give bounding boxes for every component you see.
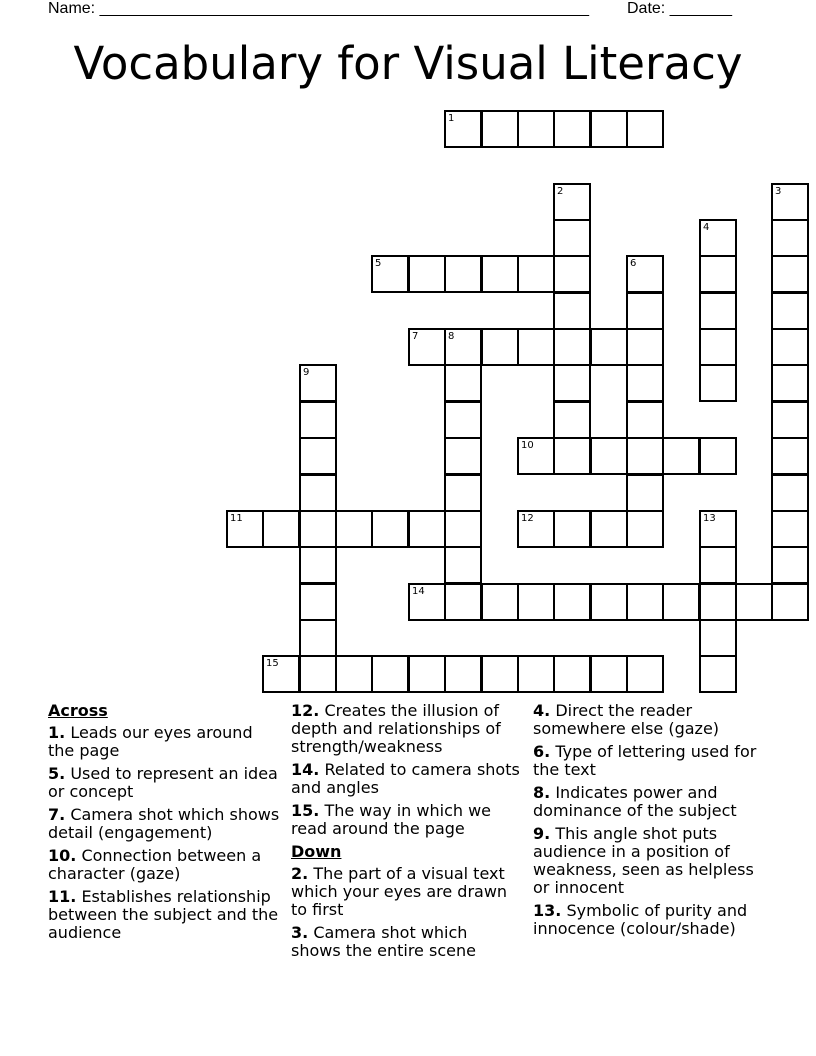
letter-input[interactable] — [410, 330, 444, 364]
grid-cell[interactable] — [590, 655, 628, 693]
letter-input[interactable] — [301, 621, 335, 655]
letter-input[interactable] — [555, 185, 589, 219]
letter-input[interactable] — [301, 585, 335, 619]
clue-across-1: 1. Leads our eyes around the page — [48, 723, 253, 760]
letter-input[interactable] — [410, 585, 444, 619]
grid-cell[interactable] — [626, 110, 664, 148]
letter-input[interactable] — [555, 221, 589, 255]
letter-input[interactable] — [555, 585, 589, 619]
grid-cell[interactable] — [481, 110, 519, 148]
letter-input[interactable] — [337, 512, 371, 546]
grid-cell[interactable] — [299, 474, 337, 512]
letter-input[interactable] — [446, 366, 480, 400]
grid-cell[interactable] — [444, 437, 482, 475]
grid-cell[interactable] — [553, 110, 591, 148]
clue-number: 13 — [703, 513, 716, 524]
grid-cell[interactable] — [553, 655, 591, 693]
grid-cell[interactable] — [662, 437, 700, 475]
letter-input[interactable] — [701, 512, 735, 546]
grid-cell[interactable] — [699, 364, 737, 402]
letter-input[interactable] — [628, 585, 662, 619]
letter-input[interactable] — [555, 112, 589, 146]
grid-cell[interactable] — [699, 219, 737, 257]
clue-number: 8 — [448, 331, 455, 342]
letter-input[interactable] — [773, 366, 807, 400]
grid-cell[interactable] — [481, 255, 519, 293]
grid-cell[interactable] — [517, 255, 555, 293]
clue-across-14: 14. Related to camera shots and angles — [291, 760, 520, 797]
letter-input[interactable] — [701, 257, 735, 291]
grid-cell[interactable] — [517, 110, 555, 148]
letter-input[interactable] — [228, 512, 262, 546]
grid-cell[interactable] — [371, 510, 409, 548]
letter-input[interactable] — [519, 439, 553, 473]
grid-cell[interactable] — [771, 546, 809, 584]
grid-cell[interactable] — [553, 401, 591, 439]
clue-number: 11 — [230, 513, 243, 524]
letter-input[interactable] — [410, 657, 444, 691]
clue-down-13: 13. Symbolic of purity and innocence (colour/shade) — [533, 901, 748, 938]
grid-cell[interactable] — [771, 364, 809, 402]
grid-cell[interactable] — [626, 401, 664, 439]
letter-input[interactable] — [519, 257, 553, 291]
clue-across-15: 15. The way in which we read around the page — [291, 801, 492, 838]
grid-cell[interactable] — [590, 583, 628, 621]
letter-input[interactable] — [519, 112, 553, 146]
letter-input[interactable] — [664, 439, 698, 473]
grid-cell[interactable] — [262, 655, 300, 693]
letter-input[interactable] — [264, 512, 298, 546]
letter-input[interactable] — [555, 366, 589, 400]
letter-input[interactable] — [555, 512, 589, 546]
clue-number: 7 — [412, 331, 419, 342]
letter-input[interactable] — [701, 585, 735, 619]
letter-input[interactable] — [555, 257, 589, 291]
grid-cell[interactable] — [662, 583, 700, 621]
clue-across-10: 10. Connection between a character (gaze) — [48, 846, 262, 883]
grid-cell[interactable] — [626, 510, 664, 548]
clue-number: 1 — [448, 113, 455, 124]
letter-input[interactable] — [592, 439, 626, 473]
grid-cell[interactable] — [590, 437, 628, 475]
letter-input[interactable] — [773, 185, 807, 219]
letter-input[interactable] — [519, 512, 553, 546]
letter-input[interactable] — [592, 512, 626, 546]
letter-input[interactable] — [628, 439, 662, 473]
grid-cell[interactable] — [590, 510, 628, 548]
grid-cell[interactable] — [626, 328, 664, 366]
letter-input[interactable] — [701, 366, 735, 400]
grid-cell[interactable] — [771, 583, 809, 621]
grid-cell[interactable] — [444, 655, 482, 693]
grid-cell[interactable] — [371, 255, 409, 293]
letter-input[interactable] — [628, 366, 662, 400]
grid-cell[interactable] — [626, 437, 664, 475]
grid-cell[interactable] — [699, 328, 737, 366]
grid-cell[interactable] — [699, 546, 737, 584]
letter-input[interactable] — [301, 657, 335, 691]
grid-cell[interactable] — [553, 219, 591, 257]
clue-number: 12 — [521, 513, 534, 524]
clue-down-3: 3. Camera shot which shows the entire scene — [291, 923, 476, 960]
letter-input[interactable] — [555, 294, 589, 328]
letter-input[interactable] — [628, 512, 662, 546]
grid-cell[interactable] — [771, 510, 809, 548]
grid-cell[interactable] — [771, 219, 809, 257]
letter-input[interactable] — [446, 112, 480, 146]
grid-cell[interactable] — [699, 292, 737, 330]
letter-input[interactable] — [628, 330, 662, 364]
grid-cell[interactable] — [771, 474, 809, 512]
letter-input[interactable] — [555, 330, 589, 364]
letter-input[interactable] — [773, 221, 807, 255]
clue-down-2: 2. The part of a visual text which your eyes are drawn to first — [291, 864, 508, 919]
grid-cell[interactable] — [771, 292, 809, 330]
letter-input[interactable] — [773, 439, 807, 473]
letter-input[interactable] — [446, 548, 480, 582]
letter-input[interactable] — [483, 257, 517, 291]
clue-number: 14 — [412, 586, 425, 597]
grid-cell[interactable] — [553, 510, 591, 548]
grid-cell[interactable] — [299, 364, 337, 402]
letter-input[interactable] — [446, 330, 480, 364]
grid-cell[interactable] — [444, 110, 482, 148]
letter-input[interactable] — [737, 585, 771, 619]
clue-down-8: 8. Indicates power and dominance of the subject — [533, 783, 737, 820]
letter-input[interactable] — [628, 476, 662, 510]
letter-input[interactable] — [628, 657, 662, 691]
letter-input[interactable] — [628, 112, 662, 146]
letter-input[interactable] — [483, 112, 517, 146]
letter-input[interactable] — [301, 403, 335, 437]
letter-input[interactable] — [446, 657, 480, 691]
letter-input[interactable] — [446, 512, 480, 546]
grid-cell[interactable] — [699, 619, 737, 657]
page-title: Vocabulary for Visual Literacy — [73, 37, 743, 90]
letter-input[interactable] — [592, 112, 626, 146]
grid-cell[interactable] — [299, 655, 337, 693]
letter-input[interactable] — [483, 657, 517, 691]
grid-cell[interactable] — [553, 255, 591, 293]
down-heading: Down — [291, 842, 342, 861]
letter-input[interactable] — [264, 657, 298, 691]
letter-input[interactable] — [773, 403, 807, 437]
grid-cell[interactable] — [481, 583, 519, 621]
clue-across-5: 5. Used to represent an idea or concept — [48, 764, 278, 801]
grid-cell[interactable] — [699, 255, 737, 293]
letter-input[interactable] — [701, 548, 735, 582]
letter-input[interactable] — [301, 512, 335, 546]
grid-cell[interactable] — [590, 110, 628, 148]
grid-cell[interactable] — [517, 328, 555, 366]
letter-input[interactable] — [628, 257, 662, 291]
clue-number: 9 — [303, 367, 310, 378]
grid-cell[interactable] — [299, 437, 337, 475]
grid-cell[interactable] — [481, 655, 519, 693]
letter-input[interactable] — [592, 585, 626, 619]
letter-input[interactable] — [701, 657, 735, 691]
letter-input[interactable] — [373, 257, 407, 291]
letter-input[interactable] — [410, 512, 444, 546]
clue-number: 2 — [557, 186, 564, 197]
clue-across-7: 7. Camera shot which shows detail (engagement) — [48, 805, 280, 842]
clue-number: 6 — [630, 258, 637, 269]
grid-cell[interactable] — [553, 328, 591, 366]
letter-input[interactable] — [592, 657, 626, 691]
grid-cell[interactable] — [299, 619, 337, 657]
clue-number: 3 — [775, 186, 782, 197]
grid-cell[interactable] — [299, 401, 337, 439]
grid-cell[interactable] — [553, 364, 591, 402]
letter-input[interactable] — [664, 585, 698, 619]
grid-cell[interactable] — [699, 510, 737, 548]
grid-cell[interactable] — [444, 328, 482, 366]
grid-cell[interactable] — [517, 583, 555, 621]
letter-input[interactable] — [773, 548, 807, 582]
letter-input[interactable] — [628, 294, 662, 328]
grid-cell[interactable] — [408, 510, 446, 548]
letter-input[interactable] — [410, 257, 444, 291]
grid-cell[interactable] — [444, 474, 482, 512]
letter-input[interactable] — [555, 403, 589, 437]
grid-cell[interactable] — [735, 583, 773, 621]
grid-cell[interactable] — [226, 510, 264, 548]
letter-input[interactable] — [446, 476, 480, 510]
letter-input[interactable] — [519, 657, 553, 691]
grid-cell[interactable] — [335, 510, 373, 548]
letter-input[interactable] — [301, 366, 335, 400]
grid-cell[interactable] — [299, 510, 337, 548]
grid-cell[interactable] — [335, 655, 373, 693]
letter-input[interactable] — [301, 476, 335, 510]
letter-input[interactable] — [446, 585, 480, 619]
grid-cell[interactable] — [444, 510, 482, 548]
grid-cell[interactable] — [626, 655, 664, 693]
letter-input[interactable] — [519, 330, 553, 364]
grid-cell[interactable] — [408, 255, 446, 293]
letter-input[interactable] — [373, 512, 407, 546]
grid-cell[interactable] — [444, 401, 482, 439]
letter-input[interactable] — [483, 585, 517, 619]
grid-cell[interactable] — [262, 510, 300, 548]
grid-cell[interactable] — [626, 474, 664, 512]
across-heading: Across — [48, 701, 108, 720]
letter-input[interactable] — [773, 257, 807, 291]
clue-number: 5 — [375, 258, 382, 269]
letter-input[interactable] — [555, 439, 589, 473]
grid-cell[interactable] — [771, 255, 809, 293]
clue-down-6: 6. Type of lettering used for the text — [533, 742, 757, 779]
letter-input[interactable] — [628, 403, 662, 437]
grid-cell[interactable] — [408, 328, 446, 366]
letter-input[interactable] — [701, 294, 735, 328]
grid-cell[interactable] — [299, 546, 337, 584]
letter-input[interactable] — [301, 439, 335, 473]
grid-cell[interactable] — [771, 401, 809, 439]
grid-cell[interactable] — [771, 437, 809, 475]
letter-input[interactable] — [483, 330, 517, 364]
grid-cell[interactable] — [699, 583, 737, 621]
letter-input[interactable] — [773, 330, 807, 364]
grid-cell[interactable] — [517, 655, 555, 693]
name-field-label: Name: _______________________________________________________ — [48, 0, 589, 17]
letter-input[interactable] — [701, 330, 735, 364]
letter-input[interactable] — [701, 621, 735, 655]
grid-cell[interactable] — [771, 328, 809, 366]
letter-input[interactable] — [337, 657, 371, 691]
grid-cell[interactable] — [517, 437, 555, 475]
letter-input[interactable] — [701, 221, 735, 255]
letter-input[interactable] — [773, 512, 807, 546]
letter-input[interactable] — [446, 403, 480, 437]
clues-column-1 — [48, 702, 280, 947]
letter-input[interactable] — [301, 548, 335, 582]
grid-cell[interactable] — [553, 583, 591, 621]
grid-cell[interactable] — [626, 255, 664, 293]
clue-number: 10 — [521, 440, 534, 451]
letter-input[interactable] — [773, 585, 807, 619]
grid-cell[interactable] — [444, 546, 482, 584]
grid-cell[interactable] — [481, 328, 519, 366]
letter-input[interactable] — [519, 585, 553, 619]
clue-down-9: 9. This angle shot puts audience in a position of weakness, seen as helpless or innocent — [533, 824, 754, 897]
clue-number: 4 — [703, 222, 710, 233]
grid-cell[interactable] — [444, 255, 482, 293]
letter-input[interactable] — [701, 439, 735, 473]
letter-input[interactable] — [592, 330, 626, 364]
grid-cell[interactable] — [444, 364, 482, 402]
grid-cell[interactable] — [444, 583, 482, 621]
grid-cell[interactable] — [408, 655, 446, 693]
grid-cell[interactable] — [553, 292, 591, 330]
grid-cell[interactable] — [299, 583, 337, 621]
letter-input[interactable] — [446, 439, 480, 473]
clue-across-12: 12. Creates the illusion of depth and relationships of strength/weakness — [291, 701, 501, 756]
grid-cell[interactable] — [626, 364, 664, 402]
letter-input[interactable] — [373, 657, 407, 691]
letter-input[interactable] — [446, 257, 480, 291]
grid-cell[interactable] — [553, 183, 591, 221]
grid-cell[interactable] — [517, 510, 555, 548]
grid-cell[interactable] — [626, 292, 664, 330]
letter-input[interactable] — [773, 476, 807, 510]
grid-cell[interactable] — [626, 583, 664, 621]
letter-input[interactable] — [555, 657, 589, 691]
grid-cell[interactable] — [408, 583, 446, 621]
clues-column-2 — [291, 702, 521, 965]
clue-number: 15 — [266, 658, 279, 669]
grid-cell[interactable] — [699, 655, 737, 693]
grid-cell[interactable] — [771, 183, 809, 221]
clue-down-4: 4. Direct the reader somewhere else (gaze) — [533, 701, 720, 738]
clue-across-11: 11. Establishes relationship between the subject and the audience — [48, 887, 279, 942]
letter-input[interactable] — [773, 294, 807, 328]
date-field-label: Date: _______ — [627, 0, 732, 17]
clues-column-3 — [533, 702, 769, 943]
grid-cell[interactable] — [699, 437, 737, 475]
grid-cell[interactable] — [371, 655, 409, 693]
grid-cell[interactable] — [553, 437, 591, 475]
grid-cell[interactable] — [590, 328, 628, 366]
